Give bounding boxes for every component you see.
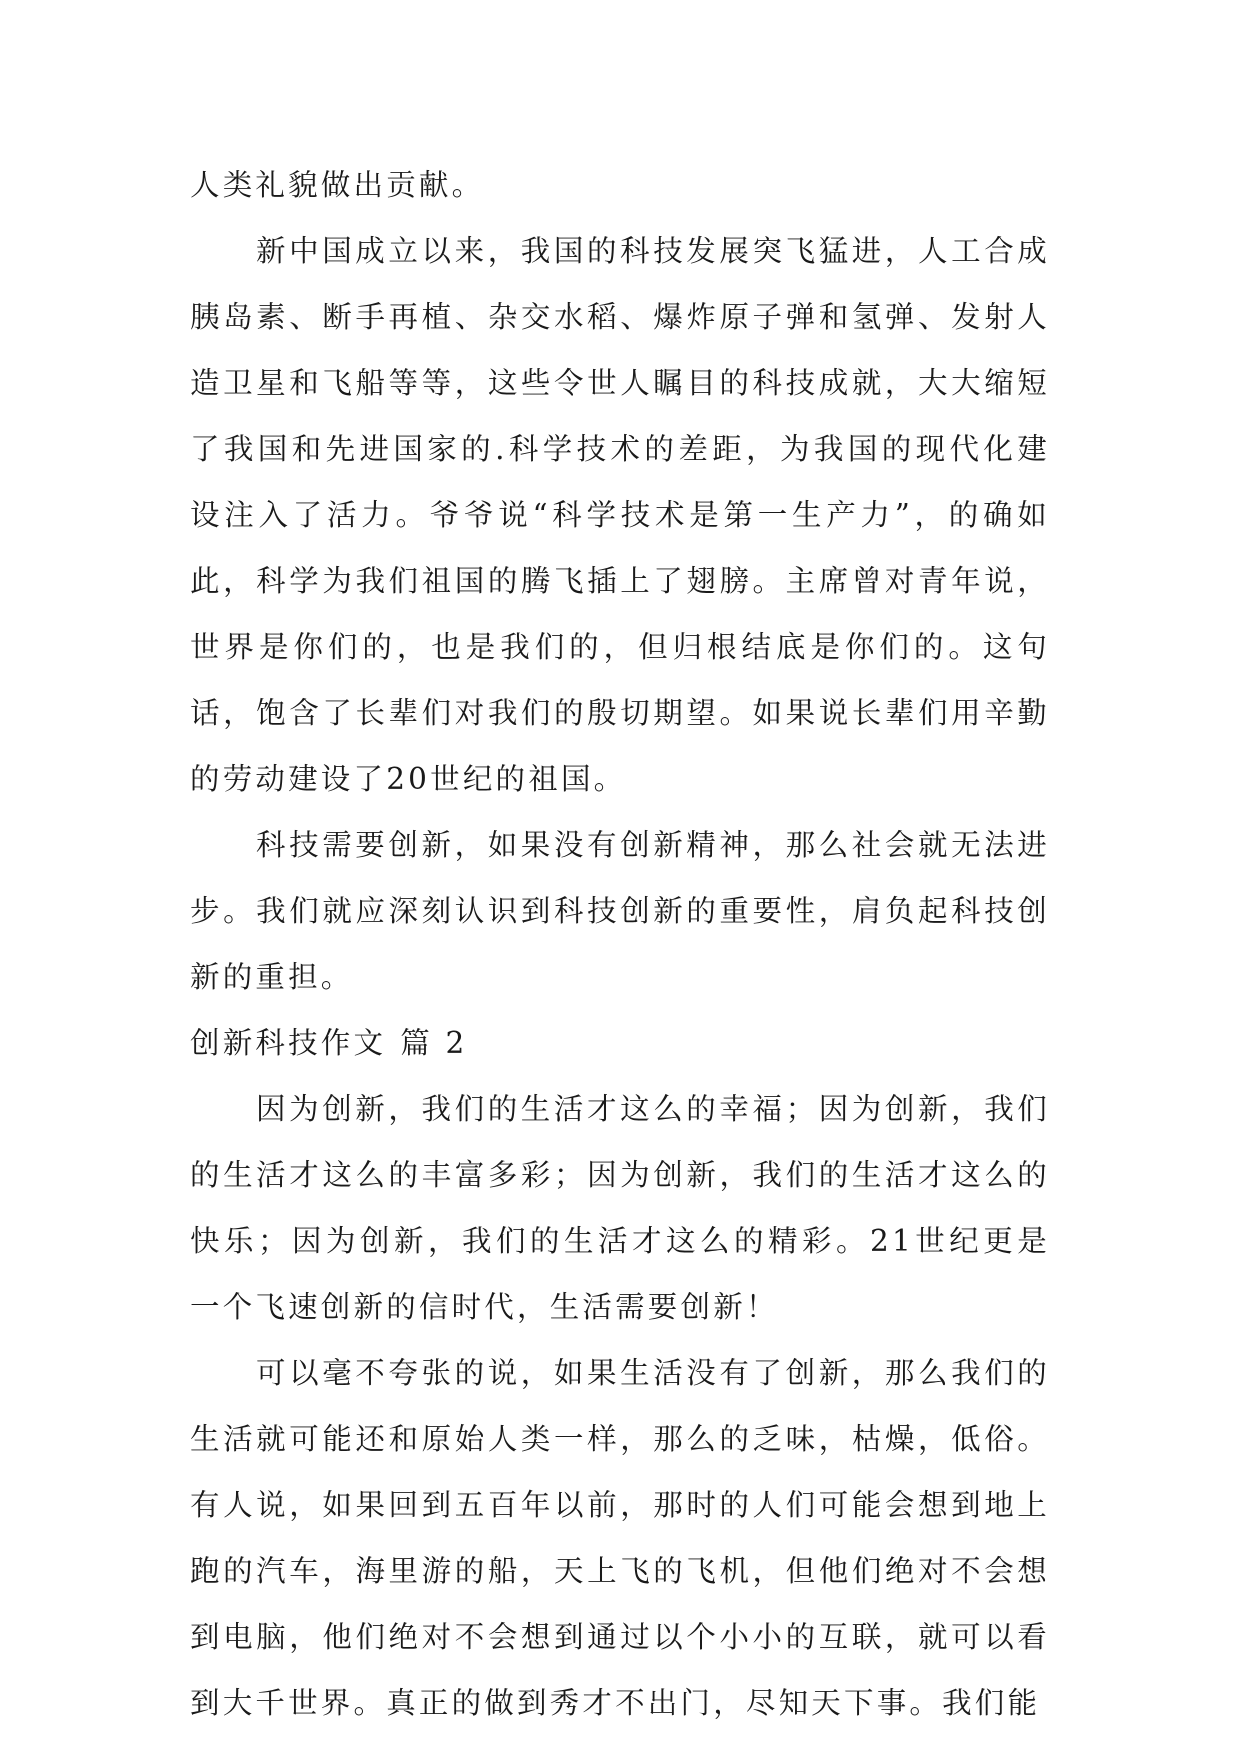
section-heading-title: 创新科技作文 bbox=[190, 1026, 387, 1060]
paragraph-continuation: 人类礼貌做出贡献。 bbox=[190, 168, 485, 202]
section-heading bbox=[190, 1010, 1050, 1076]
paragraph-tech-innovation: 科技需要创新，如果没有创新精神，那么社会就无法进步。我们就应深刻认识到科技创新的重要性，肩负起科技创新的重担。 bbox=[190, 828, 1050, 994]
section-heading-number: 篇 2 bbox=[400, 1026, 468, 1060]
paragraph-without-innovation: 可以毫不夸张的说，如果生活没有了创新，那么我们的生活就可能还和原始人类一样，那么的乏味，枯燥，低俗。有人说，如果回到五百年以前，那时的人们可能会想到地上跑的汽车，海里游的船，天上飞的飞机，但他们绝对不会想到电脑，他们绝对不会想到通过以个小小的互联，就可以看到大千世界。真正的做到秀才不出门，尽知天下事。我们能 bbox=[190, 1356, 1050, 1720]
paragraph-because-innovation: 因为创新，我们的生活才这么的幸福；因为创新，我们的生活才这么的丰富多彩；因为创新，我们的生活才这么的快乐；因为创新，我们的生活才这么的精彩。21世纪更是一个飞速创新的信时代，生活需要创新！ bbox=[190, 1092, 1050, 1324]
document-body bbox=[190, 152, 1050, 1736]
paragraph-tech-history: 新中国成立以来，我国的科技发展突飞猛进，人工合成胰岛素、断手再植、杂交水稻、爆炸原子弹和氢弹、发射人造卫星和飞船等等，这些令世人瞩目的科技成就，大大缩短了我国和先进国家的.科学技术的差距，为我国的现代化建设注入了活力。爷爷说“科学技术是第一生产力”，的确如此，科学为我们祖国的腾飞插上了翅膀。主席曾对青年说，世界是你们的，也是我们的，但归根结底是你们的。这句话，饱含了长辈们对我们的殷切期望。如果说长辈们用辛勤的劳动建设了20世纪的祖国。 bbox=[190, 234, 1050, 796]
